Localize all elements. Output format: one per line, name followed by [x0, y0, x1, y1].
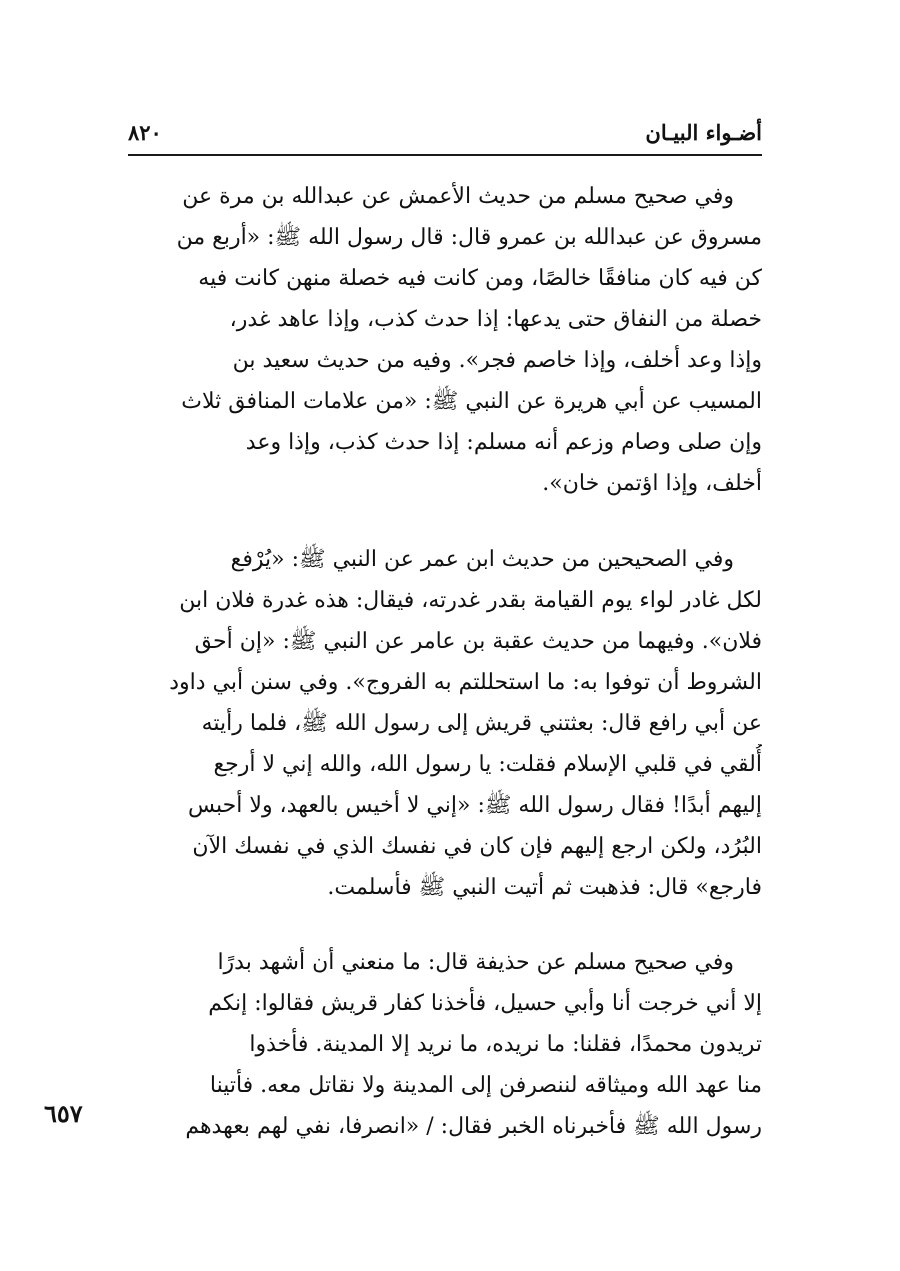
running-title: أضـواء البيـان	[645, 120, 762, 145]
text-line: المسيب عن أبي هريرة عن النبي ﷺ: «من علامات المنافق ثلاث	[181, 389, 762, 414]
text-line: وفي صحيح مسلم من حديث الأعمش عن عبدالله بن مرة عن	[182, 184, 734, 209]
margin-page-reference: ٦٥٧	[44, 1099, 83, 1128]
body-text	[128, 176, 762, 1147]
paragraph-1	[128, 176, 762, 504]
text-line: وفي الصحيحين من حديث ابن عمر عن النبي ﷺ: «يُرْفع	[230, 547, 734, 572]
text-line: منا عهد الله وميثاقه لننصرفن إلى المدينة ولا نقاتل معه. فأتينا	[209, 1073, 762, 1098]
text-line: البُرُد، ولكن ارجع إليهم فإن كان في نفسك الذي في نفسك الآن	[192, 834, 762, 859]
text-line: خصلة من النفاق حتى يدعها: إذا حدث كذب، وإذا عاهد غدر،	[229, 307, 762, 332]
text-line: لكل غادر لواء يوم القيامة بقدر غدرته، فيقال: هذه غدرة فلان ابن	[179, 588, 762, 613]
paragraph-2	[128, 539, 762, 908]
text-line: أُلقي في قلبي الإسلام فقلت: يا رسول الله، والله إني لا أرجع	[213, 752, 762, 777]
text-line: مسروق عن عبدالله بن عمرو قال: قال رسول الله ﷺ: «أربع من	[176, 225, 762, 250]
page-number: ٨٢٠	[128, 120, 162, 145]
text-line: الشروط أن توفوا به: ما استحللتم به الفروج». وفي سنن أبي داود	[169, 670, 762, 695]
text-line: وإن صلى وصام وزعم أنه مسلم: إذا حدث كذب، وإذا وعد	[245, 430, 762, 455]
text-line: إليهم أبدًا! فقال رسول الله ﷺ: «إني لا أخيس بالعهد، ولا أحبس	[188, 793, 762, 818]
text-line: رسول الله ﷺ فأخبرناه الخبر فقال: / «انصرفا، نفي لهم بعهدهم	[185, 1114, 762, 1139]
text-line: وفي صحيح مسلم عن حذيفة قال: ما منعني أن أشهد بدرًا	[217, 950, 734, 975]
text-line: أخلف، وإذا اؤتمن خان».	[542, 471, 762, 496]
text-line: كن فيه كان منافقًا خالصًا، ومن كانت فيه خصلة منهن كانت فيه	[198, 266, 762, 291]
paragraph-3	[128, 942, 762, 1147]
page-header	[128, 118, 762, 156]
text-line: تريدون محمدًا، فقلنا: ما نريده، ما نريد إلا المدينة. فأخذوا	[249, 1032, 762, 1057]
text-line: عن أبي رافع قال: بعثتني قريش إلى رسول الله ﷺ، فلما رأيته	[201, 711, 762, 736]
text-line: فارجع» قال: فذهبت ثم أتيت النبي ﷺ فأسلمت.	[327, 875, 762, 900]
text-line: وإذا وعد أخلف، وإذا خاصم فجر». وفيه من حديث سعيد بن	[232, 348, 762, 373]
text-line: إلا أني خرجت أنا وأبي حسيل، فأخذنا كفار قريش فقالوا: إنكم	[208, 991, 762, 1016]
text-line: فلان». وفيهما من حديث عقبة بن عامر عن النبي ﷺ: «إن أحق	[194, 629, 762, 654]
